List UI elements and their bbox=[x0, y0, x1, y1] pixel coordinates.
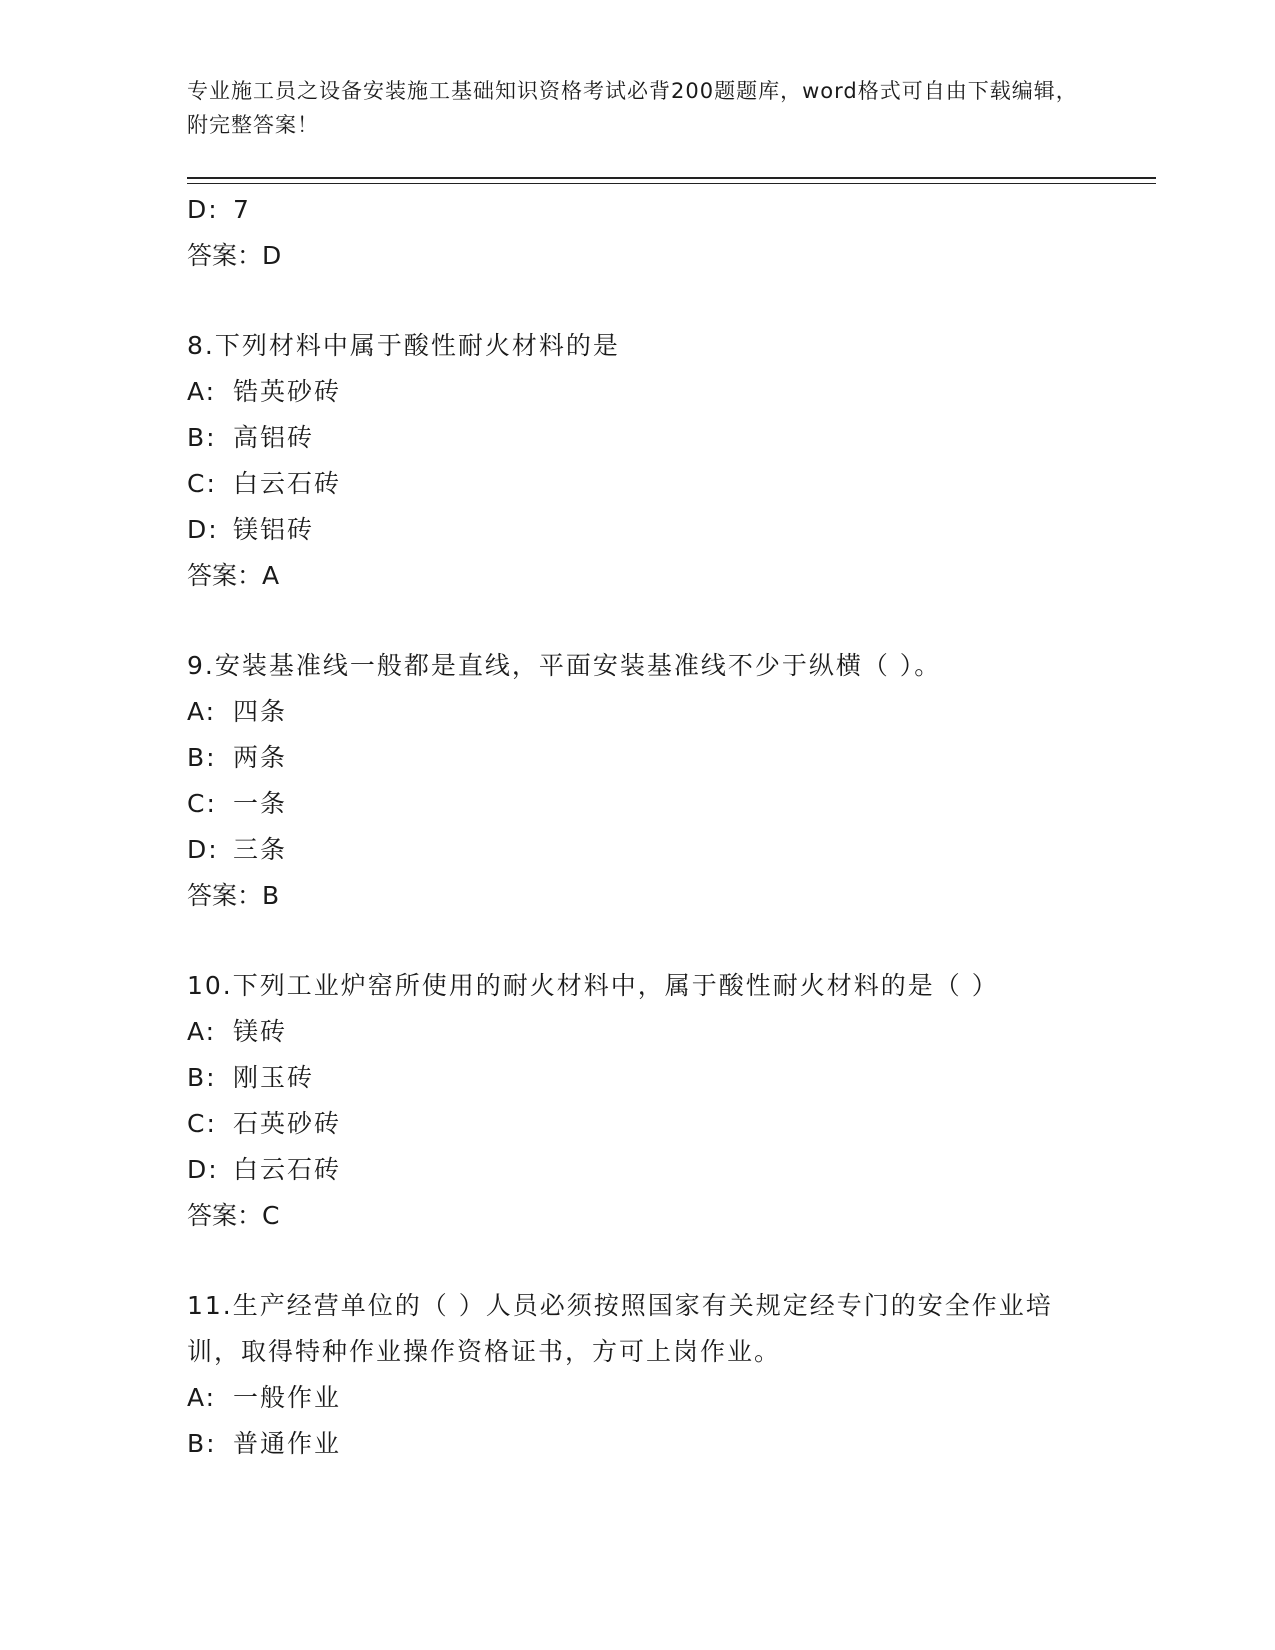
document-content bbox=[187, 187, 1087, 1467]
question-text: 11.生产经营单位的（ ）人员必须按照国家有关规定经专门的安全作业培训，取得特种作业操作资格证书，方可上岗作业。 bbox=[187, 1291, 1053, 1366]
option-c bbox=[187, 461, 1087, 507]
header-divider-thin bbox=[187, 183, 1156, 184]
answer-value: B bbox=[262, 881, 280, 910]
option-letter: C: bbox=[187, 469, 217, 498]
option-letter: D: bbox=[187, 1155, 219, 1184]
option-a bbox=[187, 1009, 1087, 1055]
answer-value: A bbox=[262, 561, 280, 590]
option-letter: B: bbox=[187, 743, 217, 772]
option-letter: D: bbox=[187, 515, 219, 544]
option-a bbox=[187, 369, 1087, 415]
header-divider-thick bbox=[187, 177, 1156, 179]
option-a bbox=[187, 1375, 1087, 1421]
option-letter: D: bbox=[187, 195, 219, 224]
option-b bbox=[187, 735, 1087, 781]
question-text: 9.安装基准线一般都是直线，平面安装基准线不少于纵横（ ）。 bbox=[187, 651, 942, 680]
option-a bbox=[187, 689, 1087, 735]
answer-line bbox=[187, 233, 1087, 279]
option-text: 两条 bbox=[233, 743, 288, 772]
option-text: 7 bbox=[233, 195, 251, 224]
option-letter: C: bbox=[187, 789, 217, 818]
option-text: 一条 bbox=[233, 789, 288, 818]
option-b bbox=[187, 1421, 1087, 1467]
option-text: 白云石砖 bbox=[233, 1155, 342, 1184]
answer-label: 答案： bbox=[187, 1201, 263, 1230]
option-text: 一般作业 bbox=[233, 1383, 342, 1412]
option-d bbox=[187, 827, 1087, 873]
previous-question-tail bbox=[187, 187, 1087, 279]
question-text: 8.下列材料中属于酸性耐火材料的是 bbox=[187, 331, 620, 360]
option-text: 石英砂砖 bbox=[233, 1109, 342, 1138]
option-b bbox=[187, 1055, 1087, 1101]
option-d bbox=[187, 507, 1087, 553]
option-d bbox=[187, 187, 1087, 233]
answer-line bbox=[187, 1193, 1087, 1239]
question-8 bbox=[187, 323, 1087, 599]
option-letter: B: bbox=[187, 423, 217, 452]
document-header: 专业施工员之设备安装施工基础知识资格考试必背200题题库，word格式可自由下载编辑，附完整答案！ bbox=[187, 79, 1078, 137]
answer-line bbox=[187, 873, 1087, 919]
option-text: 镁铝砖 bbox=[233, 515, 315, 544]
answer-label: 答案： bbox=[187, 241, 263, 270]
question-11 bbox=[187, 1283, 1087, 1467]
question-10 bbox=[187, 963, 1087, 1239]
option-text: 四条 bbox=[233, 697, 288, 726]
option-c bbox=[187, 781, 1087, 827]
question-text: 10.下列工业炉窑所使用的耐火材料中，属于酸性耐火材料的是（ ） bbox=[187, 971, 999, 1000]
answer-line bbox=[187, 553, 1087, 599]
option-letter: C: bbox=[187, 1109, 217, 1138]
answer-label: 答案： bbox=[187, 561, 263, 590]
option-letter: A: bbox=[187, 1017, 217, 1046]
option-text: 三条 bbox=[233, 835, 288, 864]
question-9 bbox=[187, 643, 1087, 919]
option-b bbox=[187, 415, 1087, 461]
answer-value: D bbox=[262, 241, 282, 270]
answer-value: C bbox=[262, 1201, 280, 1230]
option-text: 锆英砂砖 bbox=[233, 377, 342, 406]
option-text: 镁砖 bbox=[233, 1017, 288, 1046]
option-letter: A: bbox=[187, 377, 217, 406]
option-text: 高铝砖 bbox=[233, 423, 315, 452]
option-text: 刚玉砖 bbox=[233, 1063, 315, 1092]
option-letter: A: bbox=[187, 697, 217, 726]
option-c bbox=[187, 1101, 1087, 1147]
option-letter: B: bbox=[187, 1063, 217, 1092]
option-text: 普通作业 bbox=[233, 1429, 342, 1458]
option-letter: D: bbox=[187, 835, 219, 864]
option-letter: B: bbox=[187, 1429, 217, 1458]
option-letter: A: bbox=[187, 1383, 217, 1412]
option-d bbox=[187, 1147, 1087, 1193]
option-text: 白云石砖 bbox=[233, 469, 342, 498]
answer-label: 答案： bbox=[187, 881, 263, 910]
